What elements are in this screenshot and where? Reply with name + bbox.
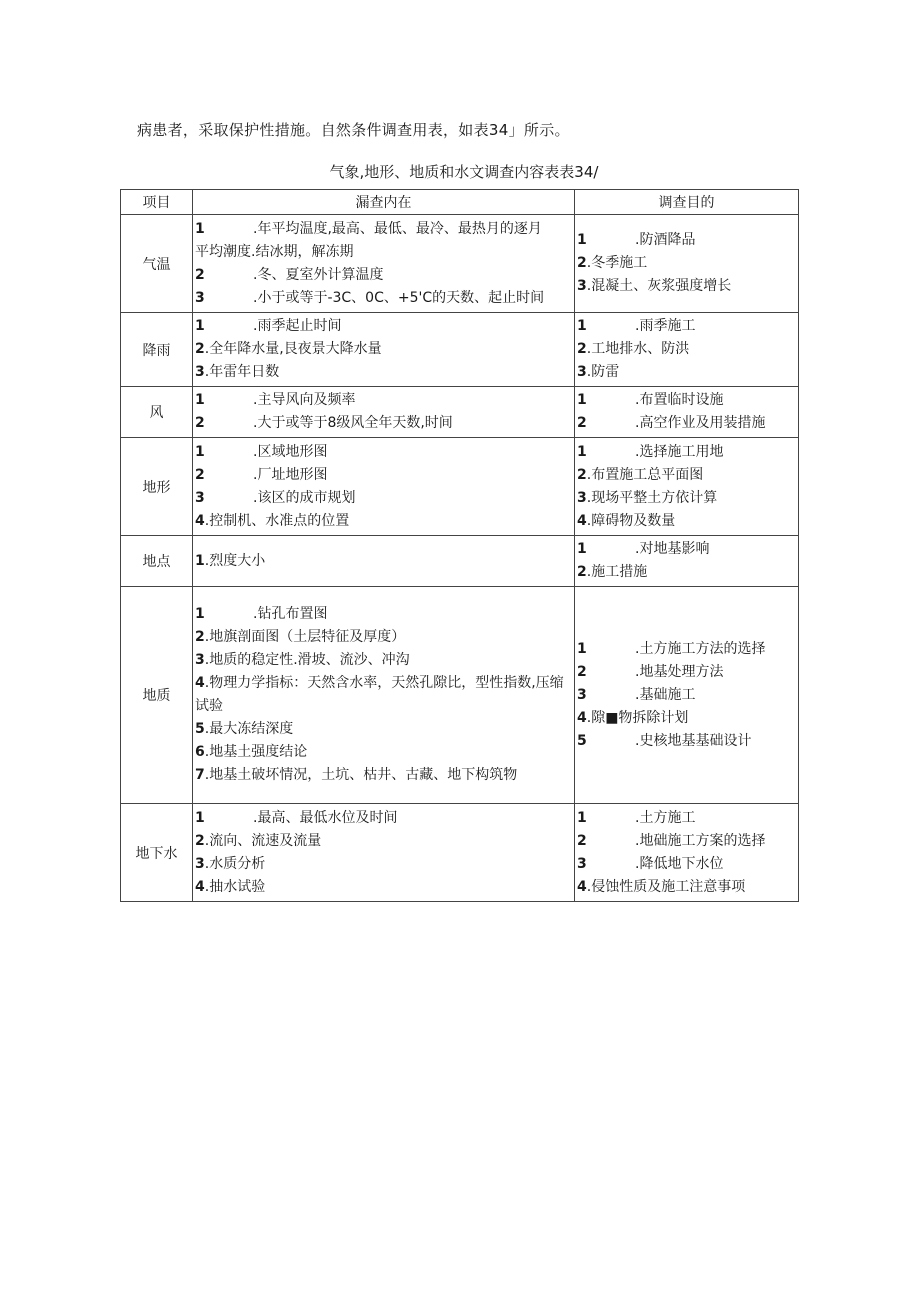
content-line: 2.地旗剖面图（土层特征及厚度）: [195, 629, 406, 645]
table-row-rainfall: [121, 313, 799, 387]
purpose-line: 3 .降低地下水位: [577, 855, 724, 872]
row-item: 地点: [121, 536, 193, 587]
purpose-line: 3 .基础施工: [577, 686, 696, 703]
content-cell: [193, 536, 575, 587]
purpose-cell: [575, 215, 799, 313]
purpose-line: 3.现场平整土方依计算: [577, 489, 718, 506]
table-row-geology: [121, 587, 799, 804]
header-purpose: 调查目的: [575, 190, 799, 215]
purpose-line: 3.防雷: [577, 364, 620, 380]
content-line: 1 .最高、最低水位及时间: [195, 809, 398, 826]
purpose-line: 4.障碍物及数量: [577, 512, 676, 529]
content-line: 1.烈度大小: [195, 552, 266, 569]
content-line: 平均潮度.结冰期，解冻期: [195, 243, 354, 260]
content-line: 3 .小于或等于-3C、0C、+5'C的天数、起止时间: [195, 289, 545, 306]
content-line: 4.抽水试验: [195, 878, 266, 895]
content-line: 4.物理力学指标：天然含水率，天然孔隙比，型性指数,压缩试验: [195, 675, 564, 714]
content-cell: [193, 387, 575, 438]
purpose-cell: [575, 804, 799, 902]
content-line: 2 .厂址地形图: [195, 466, 328, 483]
header-content: 漏查内在: [193, 190, 575, 215]
table-row-temperature: [121, 215, 799, 313]
purpose-line: 1 .土方施工: [577, 809, 696, 826]
row-item: 地形: [121, 438, 193, 536]
content-line: 1 .年平均温度,最高、最低、最冷、最热月的逐月: [195, 220, 542, 237]
table-row-terrain: [121, 438, 799, 536]
content-line: 1 .钻孔布置图: [195, 606, 328, 622]
content-line: 7.地基土破坏情况，土坑、枯井、古藏、地下构筑物: [195, 767, 518, 783]
intro-paragraph: 病患者，采取保护性措施。自然条件调查用表，如表34」所示。: [137, 121, 570, 139]
content-cell: [193, 313, 575, 387]
purpose-line: 2 .地基处理方法: [577, 663, 724, 680]
purpose-line: 2.布置施工总平面图: [577, 466, 704, 483]
table-row-wind: [121, 387, 799, 438]
purpose-line: 4.隙■物拆除计划: [577, 709, 689, 726]
row-item: 气温: [121, 215, 193, 313]
row-item: 地质: [121, 587, 193, 804]
purpose-line: 1 .对地基影响: [577, 541, 710, 557]
purpose-line: 2.冬季施工: [577, 255, 648, 271]
purpose-line: 1 .布置临时设施: [577, 392, 724, 408]
content-line: 3.水质分析: [195, 855, 266, 872]
purpose-cell: [575, 387, 799, 438]
purpose-line: 5 .史核地基基础设计: [577, 732, 752, 749]
content-line: 2 .冬、夏室外计算温度: [195, 266, 384, 283]
purpose-cell: [575, 587, 799, 804]
content-line: 1 .主导风向及频率: [195, 392, 356, 408]
purpose-cell: [575, 313, 799, 387]
content-line: 4.控制机、水准点的位置: [195, 512, 350, 529]
table-header-row: [121, 190, 799, 215]
purpose-line: 1 .选择施工用地: [577, 443, 724, 460]
purpose-line: 1 .防酒降品: [577, 232, 696, 248]
content-line: 3 .该区的成市规划: [195, 489, 356, 506]
content-line: 2.流向、流速及流量: [195, 832, 322, 849]
purpose-line: 4.侵蚀性质及施工注意事项: [577, 878, 746, 895]
header-item: 项目: [121, 190, 193, 215]
content-cell: [193, 438, 575, 536]
content-line: 6.地基土强度结论: [195, 744, 308, 760]
row-item: 地下水: [121, 804, 193, 902]
content-line: 1 .区域地形图: [195, 443, 328, 460]
purpose-line: 2 .地础施工方案的选择: [577, 832, 766, 849]
content-line: 3.地质的稳定性.滑坡、流沙、冲沟: [195, 652, 410, 668]
purpose-line: 2.工地排水、防洪: [577, 341, 690, 357]
content-line: 3.年雷年日数: [195, 364, 280, 380]
survey-table: [120, 189, 799, 902]
row-item: 降雨: [121, 313, 193, 387]
purpose-cell: [575, 438, 799, 536]
content-cell: [193, 804, 575, 902]
content-line: 1 .雨季起止时间: [195, 318, 342, 334]
content-line: 2 .大于或等于8级风全年天数,时间: [195, 415, 453, 431]
purpose-line: 2.施工措施: [577, 564, 648, 580]
purpose-line: 3.混凝土、灰浆强度增长: [577, 278, 732, 294]
purpose-line: 1 .土方施工方法的选择: [577, 640, 766, 657]
content-cell: [193, 215, 575, 313]
purpose-line: 2 .高空作业及用装措施: [577, 415, 766, 431]
purpose-cell: [575, 536, 799, 587]
content-line: 5.最大冻结深度: [195, 721, 294, 737]
purpose-line: 1 .雨季施工: [577, 318, 696, 334]
row-item: 风: [121, 387, 193, 438]
content-line: 2.全年降水量,艮夜景大降水量: [195, 341, 382, 357]
table-row-groundwater: [121, 804, 799, 902]
table-caption: 气象,地形、地质和水文调查内容表表34/: [329, 163, 599, 181]
content-cell: [193, 587, 575, 804]
table-row-seismic: [121, 536, 799, 587]
